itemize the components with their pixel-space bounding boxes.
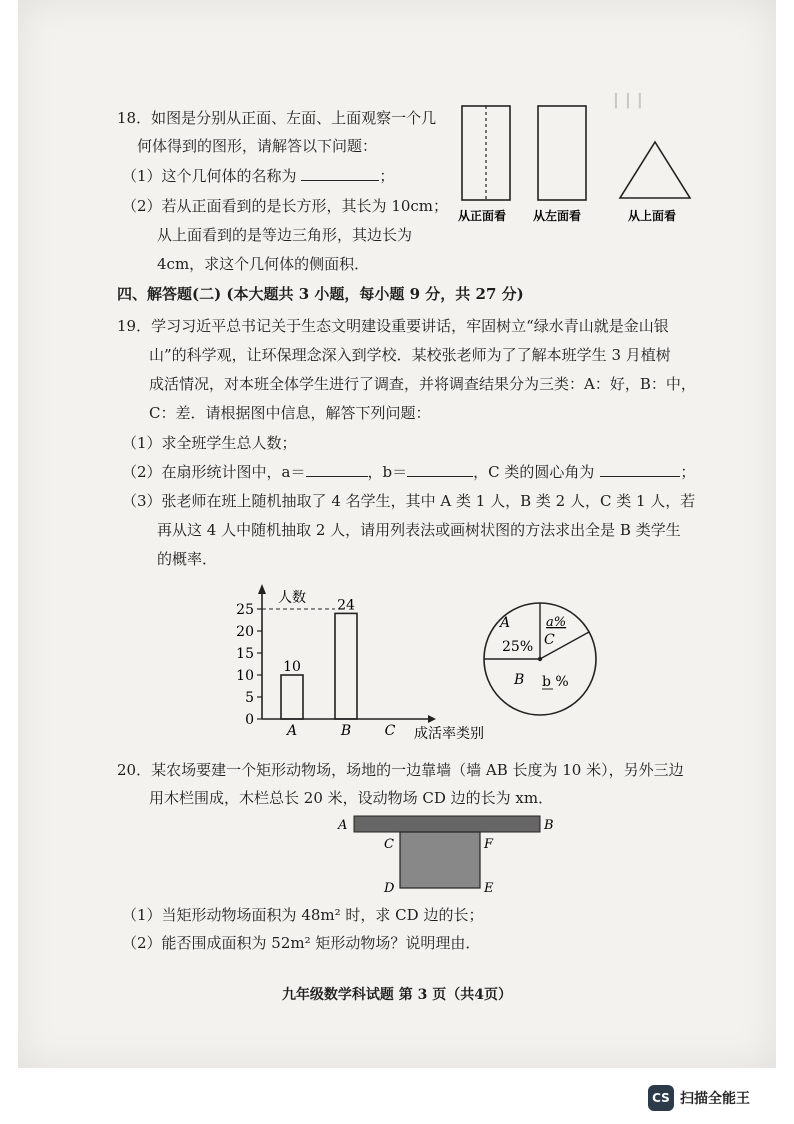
q18-stem: 18．如图是分别从正面、左面、上面观察一个几 bbox=[117, 109, 437, 127]
pie-value-a: 25% bbox=[502, 639, 534, 655]
scanner-app-name: 扫描全能王 bbox=[680, 1091, 750, 1107]
top-view-label: 从上面看 bbox=[628, 209, 677, 223]
y-tick-label: 20 bbox=[236, 624, 254, 640]
x-category-label: A bbox=[286, 723, 298, 739]
pie-value-b: b % bbox=[542, 674, 569, 690]
q18-sub2-b: 从上面看到的是等边三角形，其边长为 bbox=[157, 226, 413, 244]
q19-stem-2: 山”的科学观，让环保理念深入到学校．某校张老师为了了解本班学生 3 月植树 bbox=[149, 346, 671, 364]
bleed-through-text: ┃ ┃ ┃ bbox=[612, 94, 683, 109]
q19-sub2-a: （2）在扇形统计图中，a＝ bbox=[122, 463, 306, 481]
bar-b bbox=[335, 613, 357, 719]
q18-answer-blank[interactable] bbox=[301, 166, 379, 181]
y-tick-label: 15 bbox=[236, 646, 254, 662]
pie-label-b: B bbox=[514, 672, 525, 688]
pie-label-a: A bbox=[500, 615, 511, 631]
y-axis-arrow bbox=[258, 584, 266, 594]
pie-value-c: a% bbox=[546, 615, 567, 630]
q19-sub2-c: ，C 类的圆心角为 bbox=[473, 463, 595, 481]
q19-sub3: （3）张老师在班上随机抽取了 4 名学生，其中 A 类 1 人，B 类 2 人，C 类 1 人，若 bbox=[122, 492, 696, 510]
q19-sub2-b: ，b＝ bbox=[367, 463, 408, 481]
y-tick-label: 10 bbox=[236, 668, 254, 684]
point-e-label: E bbox=[484, 881, 494, 896]
b-answer-blank[interactable] bbox=[407, 462, 473, 477]
angle-answer-blank[interactable] bbox=[600, 462, 680, 477]
point-f-label: F bbox=[484, 837, 494, 852]
pie-chart bbox=[478, 594, 608, 724]
pie-label-c: C bbox=[544, 632, 555, 648]
x-category-label: C bbox=[384, 723, 396, 739]
point-a-label: A bbox=[338, 818, 348, 833]
q19-sub3-b: 再从这 4 人中随机抽取 2 人，请用列表法或画树状图的方法求出全是 B 类学生 bbox=[157, 521, 681, 539]
left-view-label: 从左面看 bbox=[533, 209, 582, 223]
q20-stem-1: 20．某农场要建一个矩形动物场，场地的一边靠墙（墙 AB 长度为 10 米），另外三边 bbox=[117, 761, 684, 779]
q18-sub2-c: 4cm，求这个几何体的侧面积． bbox=[157, 255, 370, 273]
x-axis-label: 成活率类别 bbox=[414, 726, 484, 742]
q18-sub1-text: （1）这个几何体的名称为 bbox=[122, 167, 297, 185]
q19-sub2 bbox=[122, 462, 695, 482]
q19-stem-1: 19．学习习近平总书记关于生态文明建设重要讲话，牢固树立“绿水青山就是金山银 bbox=[117, 317, 669, 335]
top-view-triangle bbox=[620, 142, 690, 198]
y-tick-label: 0 bbox=[245, 712, 254, 728]
q18-sub2: （2）若从正面看到的是长方形，其长为 10cm； bbox=[122, 197, 449, 215]
y-axis-label: 人数 bbox=[278, 590, 306, 606]
q19-stem-3: 成活情况，对本班全体学生进行了调查，并将调查结果分为三类：A：好，B：中， bbox=[149, 375, 696, 393]
page-footer: 九年级数学科试题 第 3 页（共4页） bbox=[281, 987, 513, 1003]
scanner-badge bbox=[648, 1085, 750, 1111]
q20-stem-2: 用木栏围成，木栏总长 20 米，设动物场 CD 边的长为 xm． bbox=[149, 789, 554, 807]
bar-value-label: 24 bbox=[337, 597, 355, 614]
q18-sub1 bbox=[122, 166, 394, 186]
left-view-rect bbox=[538, 106, 586, 200]
bar-value-label: 10 bbox=[283, 659, 301, 675]
three-views-figure bbox=[450, 100, 710, 230]
q20-sub1: （1）当矩形动物场面积为 48m² 时，求 CD 边的长； bbox=[122, 906, 484, 924]
x-axis-arrow bbox=[428, 715, 436, 723]
point-c-label: C bbox=[384, 837, 394, 852]
section-4-heading: 四、解答题(二) (本大题共 3 小题，每小题 9 分，共 27 分) bbox=[117, 285, 524, 303]
camscanner-logo-icon: CS bbox=[648, 1085, 674, 1111]
q19-sub2-end: ； bbox=[680, 463, 696, 481]
point-b-label: B bbox=[544, 818, 554, 833]
q18-sub1-end: ； bbox=[379, 167, 395, 185]
wall-ab bbox=[354, 816, 540, 832]
y-tick-label: 25 bbox=[236, 602, 254, 618]
animal-pen-figure bbox=[334, 812, 564, 896]
y-tick-label: 5 bbox=[245, 690, 254, 706]
q20-sub2: （2）能否围成面积为 52m² 矩形动物场？说明理由． bbox=[122, 934, 481, 952]
q18-stem-cont: 何体得到的图形，请解答以下问题： bbox=[137, 137, 378, 155]
q19-stem-4: C：差．请根据图中信息，解答下列问题： bbox=[149, 404, 431, 422]
x-category-label: B bbox=[340, 723, 352, 739]
a-answer-blank[interactable] bbox=[306, 462, 368, 477]
front-view-label: 从正面看 bbox=[458, 209, 507, 223]
bar-chart bbox=[218, 580, 511, 750]
pie-center bbox=[538, 657, 542, 661]
q19-sub1: （1）求全班学生总人数； bbox=[122, 434, 297, 452]
pen-rectangle bbox=[400, 832, 480, 888]
q19-sub3-c: 的概率． bbox=[157, 550, 218, 568]
point-d-label: D bbox=[384, 881, 395, 896]
bar-a bbox=[281, 675, 303, 719]
